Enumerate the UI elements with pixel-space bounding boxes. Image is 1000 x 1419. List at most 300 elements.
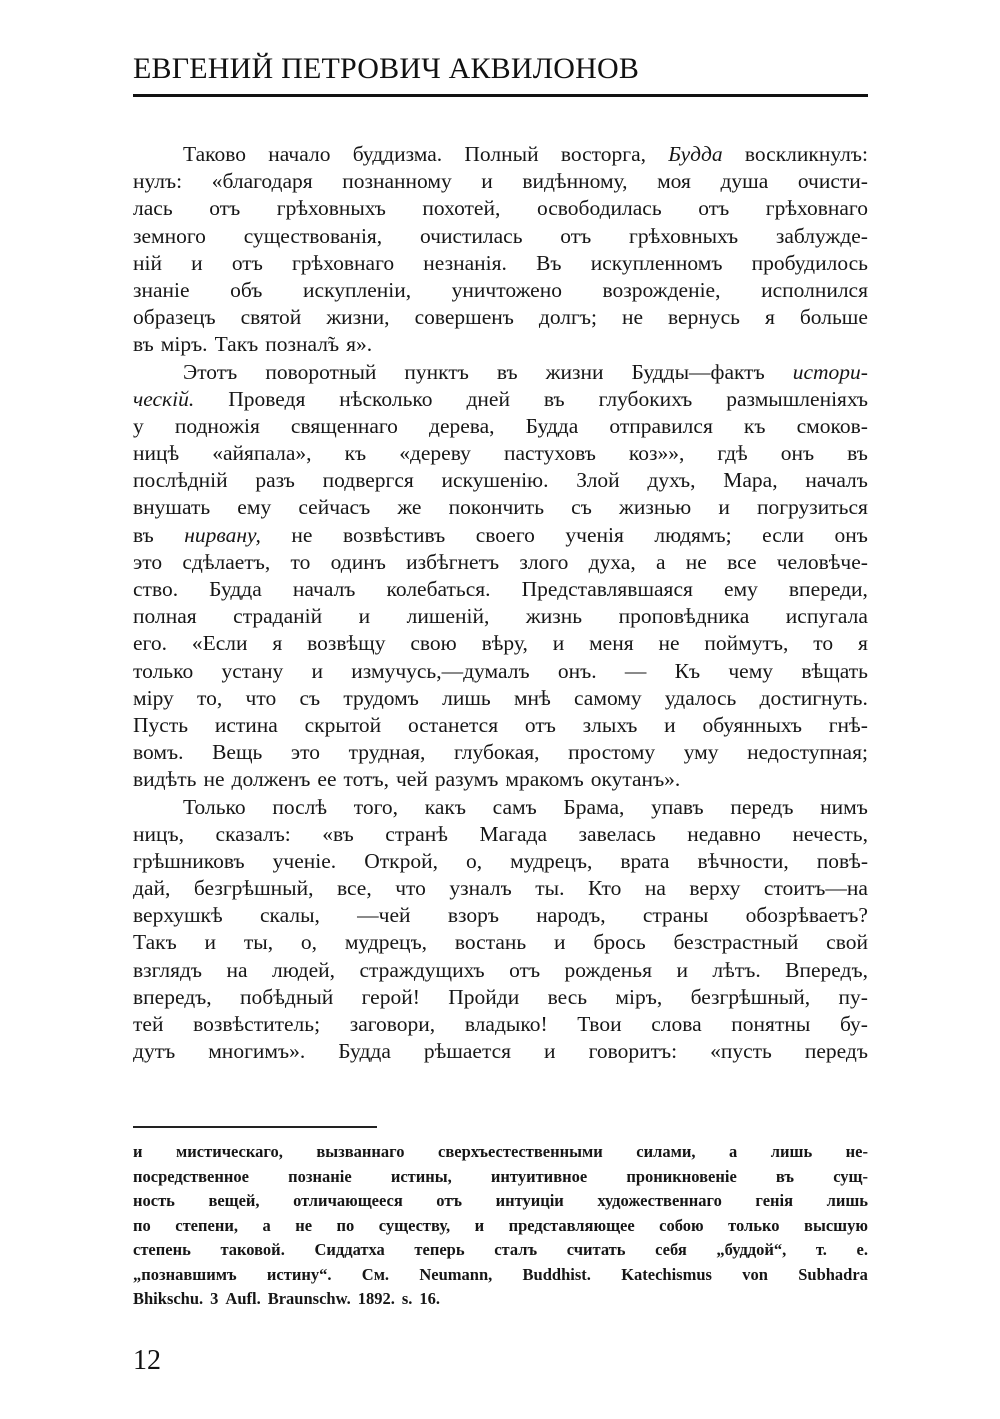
word: простому — [568, 740, 656, 765]
word: востань — [454, 930, 527, 955]
body-text — [133, 141, 868, 1065]
word: а — [655, 549, 666, 574]
word: я — [764, 305, 775, 330]
word: и — [676, 957, 688, 982]
word: отъ — [436, 1191, 463, 1210]
word: грѣховныхъ — [276, 196, 386, 221]
word: самому — [573, 685, 642, 710]
word: свою — [410, 631, 457, 656]
word: а — [262, 1215, 271, 1235]
word: удалось — [664, 685, 737, 710]
word: «дереву — [399, 441, 471, 466]
word: то — [813, 631, 834, 656]
word: грѣховнаго — [765, 196, 868, 221]
word: истина — [214, 712, 278, 737]
word: отъ — [698, 196, 730, 221]
word: мнѣ — [513, 685, 551, 710]
word: внушать — [133, 495, 211, 520]
word: Таково — [183, 142, 246, 166]
text-line — [133, 658, 868, 685]
word: онъ — [834, 522, 868, 547]
text-line — [133, 386, 868, 413]
word: безгрѣшный, — [193, 876, 314, 901]
word: лишеній, — [406, 604, 490, 629]
footnote-rule — [133, 1126, 377, 1128]
word: уму — [683, 740, 719, 765]
word: жизнью — [618, 495, 692, 520]
word: духъ, — [647, 468, 696, 493]
footnote-line — [133, 1214, 868, 1239]
footnote-line — [133, 1165, 868, 1190]
text-line — [133, 549, 868, 576]
word: святой — [240, 305, 302, 330]
text-line — [133, 984, 868, 1011]
word: познанному — [342, 169, 452, 194]
word: онъ. — [557, 658, 597, 683]
word: образецъ — [133, 305, 216, 330]
text-line — [133, 277, 868, 304]
word: чей — [395, 767, 428, 792]
word: истины, — [390, 1166, 452, 1186]
word: исполнился — [761, 277, 868, 302]
word: освободилась — [536, 196, 662, 221]
word: — — [624, 658, 647, 683]
word: заблужде- — [775, 223, 868, 248]
word: вѣру, — [481, 631, 528, 656]
word: слова — [651, 1012, 702, 1036]
word: существованія, — [243, 223, 383, 248]
word: мудрецъ, — [510, 848, 593, 873]
word: на — [226, 957, 248, 982]
word: е. — [856, 1240, 868, 1259]
word: того, — [353, 794, 399, 819]
text-line — [133, 1011, 868, 1038]
word: если — [762, 522, 805, 547]
word: лась — [133, 196, 173, 221]
word: собою — [659, 1215, 704, 1235]
word: вызваннаго — [316, 1142, 405, 1161]
word: верху — [689, 876, 741, 901]
word: людямъ; — [654, 522, 732, 547]
word: Проведя — [228, 386, 306, 411]
word: побѣдный — [240, 984, 334, 1009]
word: Будды—фактъ — [631, 359, 765, 384]
word: лишь — [442, 685, 491, 710]
word: у — [133, 413, 144, 438]
word: недавно — [687, 821, 761, 846]
text-line — [133, 739, 868, 766]
word: трудомъ — [343, 685, 419, 710]
text-line — [133, 440, 868, 467]
word: отъ — [509, 957, 541, 982]
word: Neumann, — [419, 1264, 493, 1284]
word: жизнь — [525, 604, 583, 629]
word: Будда — [209, 577, 262, 601]
word: рѣшается — [423, 1039, 512, 1064]
word: коз»», — [628, 441, 685, 466]
word: моя — [657, 169, 691, 194]
word: въ — [133, 522, 154, 547]
word: завелась — [578, 821, 656, 846]
text-line — [133, 413, 868, 440]
word: Кто — [587, 876, 622, 901]
word: рожденья — [564, 957, 653, 982]
word: теперь — [414, 1240, 465, 1259]
word: я». — [346, 332, 373, 357]
word: впереди, — [788, 577, 868, 601]
word: безгрѣшный, — [690, 984, 811, 1009]
word: земного — [133, 223, 206, 248]
word: высшую — [804, 1215, 868, 1235]
word: полная — [133, 604, 197, 629]
word: ты, — [243, 930, 274, 955]
word: съ — [571, 495, 592, 520]
word: колебаться. — [386, 577, 491, 601]
word: дерева, — [429, 413, 495, 438]
word: безстрастный — [673, 930, 799, 955]
word: на — [644, 876, 666, 901]
word: началъ — [805, 468, 868, 493]
word: свой — [826, 930, 868, 955]
word: своего — [475, 522, 535, 547]
word: вернусь — [668, 305, 740, 330]
word: по — [336, 1215, 355, 1235]
word: больше — [799, 305, 868, 330]
word: Твои — [577, 1012, 622, 1036]
word: останется — [407, 712, 499, 737]
word: интуиціи — [495, 1191, 564, 1210]
word: странѣ — [385, 821, 448, 846]
word: Будда — [668, 142, 723, 166]
word: нулъ: — [133, 169, 183, 194]
word: генія — [755, 1191, 794, 1210]
word: ческій. — [133, 386, 195, 411]
word: поймутъ, — [704, 631, 789, 656]
word: ницѣ — [133, 441, 180, 466]
word: самъ — [492, 794, 537, 819]
text-line — [133, 168, 868, 195]
word: мудрецъ, — [344, 930, 428, 955]
word: и — [664, 712, 676, 737]
word: отъ — [560, 223, 592, 248]
word: гнѣ- — [828, 712, 868, 737]
page-number: 12 — [133, 1345, 161, 1376]
word: гдѣ — [717, 441, 748, 466]
word: объ — [230, 277, 263, 302]
word: душа — [720, 169, 769, 194]
word: Представлявшаяся — [521, 577, 693, 601]
text-line — [133, 494, 868, 521]
word: подножія — [174, 413, 260, 438]
word: долженъ — [231, 767, 311, 792]
word: началъ — [292, 577, 356, 601]
word: сейчасъ — [298, 495, 371, 520]
word: Сиддатха — [314, 1240, 385, 1259]
word: вомъ. — [133, 740, 184, 765]
word: —чей — [357, 903, 411, 928]
word: и — [718, 495, 730, 520]
word: незнанія. — [423, 250, 507, 275]
footnote-line — [133, 1189, 868, 1214]
word: заговори, — [349, 1012, 436, 1036]
word: истину“. — [266, 1264, 332, 1284]
word: о, — [465, 848, 483, 873]
text-line — [133, 957, 868, 984]
word: знаніе — [133, 277, 190, 302]
word: пу- — [838, 984, 868, 1009]
footnote-line — [133, 1263, 868, 1288]
word: ее — [317, 767, 337, 792]
word: нирвану, — [184, 522, 261, 547]
word: въ — [133, 332, 154, 357]
word: владыко! — [464, 1012, 548, 1036]
word: и — [133, 1142, 143, 1161]
word: вещей, — [208, 1191, 260, 1210]
word: дутъ — [133, 1039, 176, 1064]
word: Будда — [525, 413, 579, 438]
text-line — [133, 821, 868, 848]
word: Только — [183, 794, 246, 819]
word: то, — [197, 685, 223, 710]
word: что — [245, 685, 277, 710]
word: не- — [845, 1142, 868, 1161]
word: Къ — [674, 658, 701, 683]
word: страданій — [233, 604, 323, 629]
word: разумъ — [434, 767, 499, 792]
word: я — [272, 631, 283, 656]
text-line — [133, 766, 868, 793]
word: узналъ — [449, 876, 512, 901]
word: истори- — [792, 359, 868, 384]
word: глубокая, — [454, 740, 540, 765]
word: что — [395, 876, 426, 901]
word: обуянныхъ — [702, 712, 802, 737]
word: страны — [642, 903, 709, 928]
word: буддизма. — [352, 142, 443, 166]
word: послѣдній — [133, 468, 228, 493]
word: обозрѣваетъ? — [745, 903, 868, 928]
word: пунктъ — [404, 359, 469, 384]
word: и — [191, 250, 203, 275]
word: я — [858, 631, 868, 656]
word: только — [728, 1215, 780, 1235]
word: возвѣщу — [307, 631, 386, 656]
text-line — [133, 902, 868, 929]
word: многимъ». — [208, 1039, 306, 1064]
word: меня — [589, 631, 634, 656]
word: таковой. — [220, 1240, 285, 1259]
word: интуитивное — [490, 1166, 588, 1186]
word: нечесть, — [792, 821, 868, 846]
word: верхушкѣ — [133, 903, 223, 928]
word: человѣче- — [776, 549, 868, 574]
word: избѣгнетъ — [406, 549, 500, 574]
word: по — [133, 1215, 151, 1235]
word: священнаго — [290, 413, 398, 438]
word: «пусть — [710, 1039, 772, 1064]
word: Мара, — [723, 468, 778, 493]
word: ницъ, — [133, 821, 185, 846]
word: врата — [620, 848, 670, 873]
word: говоритъ: — [588, 1039, 678, 1064]
word: отъ — [209, 196, 241, 221]
word: Пройди — [448, 984, 520, 1009]
text-line — [133, 522, 868, 549]
word: вѣщать — [801, 658, 868, 683]
word: сущ- — [833, 1166, 868, 1186]
word: страждущихъ — [359, 957, 485, 982]
word: Braunschw. — [267, 1289, 351, 1308]
word: Въ — [536, 250, 562, 275]
word: существу, — [378, 1215, 451, 1235]
word: скрытой — [304, 712, 382, 737]
word: достигнуть. — [759, 685, 868, 710]
word: ность — [133, 1191, 175, 1210]
word: похотей, — [422, 196, 501, 221]
word: „буддой“, — [716, 1240, 787, 1259]
word: 16. — [419, 1289, 440, 1308]
word: народъ, — [536, 903, 606, 928]
word: отправился — [609, 413, 713, 438]
word: ему — [237, 495, 272, 520]
word: все — [727, 549, 757, 574]
text-line — [133, 250, 868, 277]
word: духа, — [588, 549, 636, 574]
running-head: ЕВГЕНИЙ ПЕТРОВИЧ АКВИЛОНОВ — [133, 52, 640, 85]
word: восторга, — [560, 142, 646, 166]
word: о, — [300, 930, 318, 955]
word: онъ — [780, 441, 815, 466]
word: не — [658, 631, 680, 656]
word: жизни, — [326, 305, 390, 330]
word: лишь — [826, 1191, 868, 1210]
word: повѣ- — [816, 848, 868, 873]
word: ній — [133, 250, 162, 275]
word: міру — [133, 685, 174, 710]
word: степень — [133, 1240, 191, 1259]
word: мракомъ — [505, 767, 584, 792]
word: Этотъ — [183, 359, 238, 384]
word: ему — [723, 577, 758, 601]
footnote — [133, 1140, 868, 1312]
word: въ — [543, 386, 565, 411]
word: Такъ — [133, 930, 177, 955]
text-line — [133, 929, 868, 956]
word: Пусть — [133, 712, 189, 737]
word: все, — [336, 876, 372, 901]
word: «Если — [191, 631, 248, 656]
word: искушенію. — [441, 468, 549, 493]
word: погрузиться — [757, 495, 868, 520]
word: проникновеніе — [626, 1166, 737, 1186]
word: и — [204, 930, 217, 955]
word: ученія — [565, 522, 624, 547]
word: нѣсколько — [339, 386, 433, 411]
word: взоръ — [447, 903, 499, 928]
word: лишь — [770, 1142, 813, 1161]
word: герой! — [361, 984, 420, 1009]
word: чему — [728, 658, 774, 683]
word: устану — [221, 658, 284, 683]
word: и — [544, 1039, 556, 1064]
word: дай, — [133, 876, 171, 901]
word: отъ — [231, 250, 263, 275]
word: s. — [401, 1289, 413, 1308]
word: сверхъестественными — [438, 1142, 603, 1161]
text-line — [133, 195, 868, 222]
word: злыхъ — [582, 712, 638, 737]
word: Buddhist. — [522, 1264, 591, 1284]
word: грѣшниковъ — [133, 848, 245, 873]
word: тей — [133, 1012, 164, 1036]
text-line — [133, 359, 868, 386]
word: сказалъ: — [215, 821, 291, 846]
word: людей, — [271, 957, 336, 982]
word: Katechismus — [621, 1264, 712, 1284]
word: бу- — [839, 1012, 868, 1036]
word: возвѣститель; — [193, 1012, 321, 1036]
word: очисти- — [797, 169, 868, 194]
word: представляющее — [508, 1215, 635, 1235]
word: искупленномъ — [590, 250, 723, 275]
word: грѣховныхъ — [629, 223, 739, 248]
word: Злой — [576, 468, 620, 493]
word: стоитъ—на — [763, 876, 868, 901]
word: брось — [593, 930, 646, 955]
word: Такъ — [214, 332, 259, 357]
word: къ — [743, 413, 766, 438]
word: познал̃ъ — [265, 332, 340, 357]
text-line — [133, 685, 868, 712]
footnote-line — [133, 1287, 868, 1312]
word: видѣнному, — [522, 169, 628, 194]
word: къ — [344, 441, 367, 466]
word: злого — [519, 549, 569, 574]
word: взглядъ — [133, 957, 203, 982]
word: т. — [815, 1240, 827, 1259]
word: отличающееся — [293, 1191, 403, 1210]
word: познаніе — [288, 1166, 352, 1186]
word: Магада — [479, 821, 548, 846]
word: воскликнулъ: — [744, 142, 868, 166]
word: Будда — [338, 1039, 391, 1064]
footnote-line — [133, 1238, 868, 1263]
word: а — [729, 1142, 738, 1161]
text-line — [133, 331, 868, 358]
word: окутанъ». — [590, 767, 681, 792]
word: подвергся — [322, 468, 414, 493]
word: размышленіяхъ — [726, 386, 868, 411]
word: жизни — [545, 359, 604, 384]
word: ты. — [535, 876, 565, 901]
word: „познавшимъ — [133, 1264, 237, 1284]
word: сталъ — [494, 1240, 538, 1259]
word: грѣховнаго — [291, 250, 395, 275]
word: міръ, — [615, 984, 663, 1009]
word: пробудилось — [751, 250, 868, 275]
word: пастуховъ — [503, 441, 596, 466]
word: видѣть — [133, 767, 197, 792]
text-line — [133, 603, 868, 630]
word: не — [291, 522, 313, 547]
text-line — [133, 875, 868, 902]
word: von — [742, 1264, 768, 1284]
word: его. — [133, 631, 167, 656]
word: степени, — [175, 1215, 238, 1235]
word: испугала — [785, 604, 868, 629]
word: не — [295, 1215, 313, 1235]
footnote-line — [133, 1140, 868, 1165]
